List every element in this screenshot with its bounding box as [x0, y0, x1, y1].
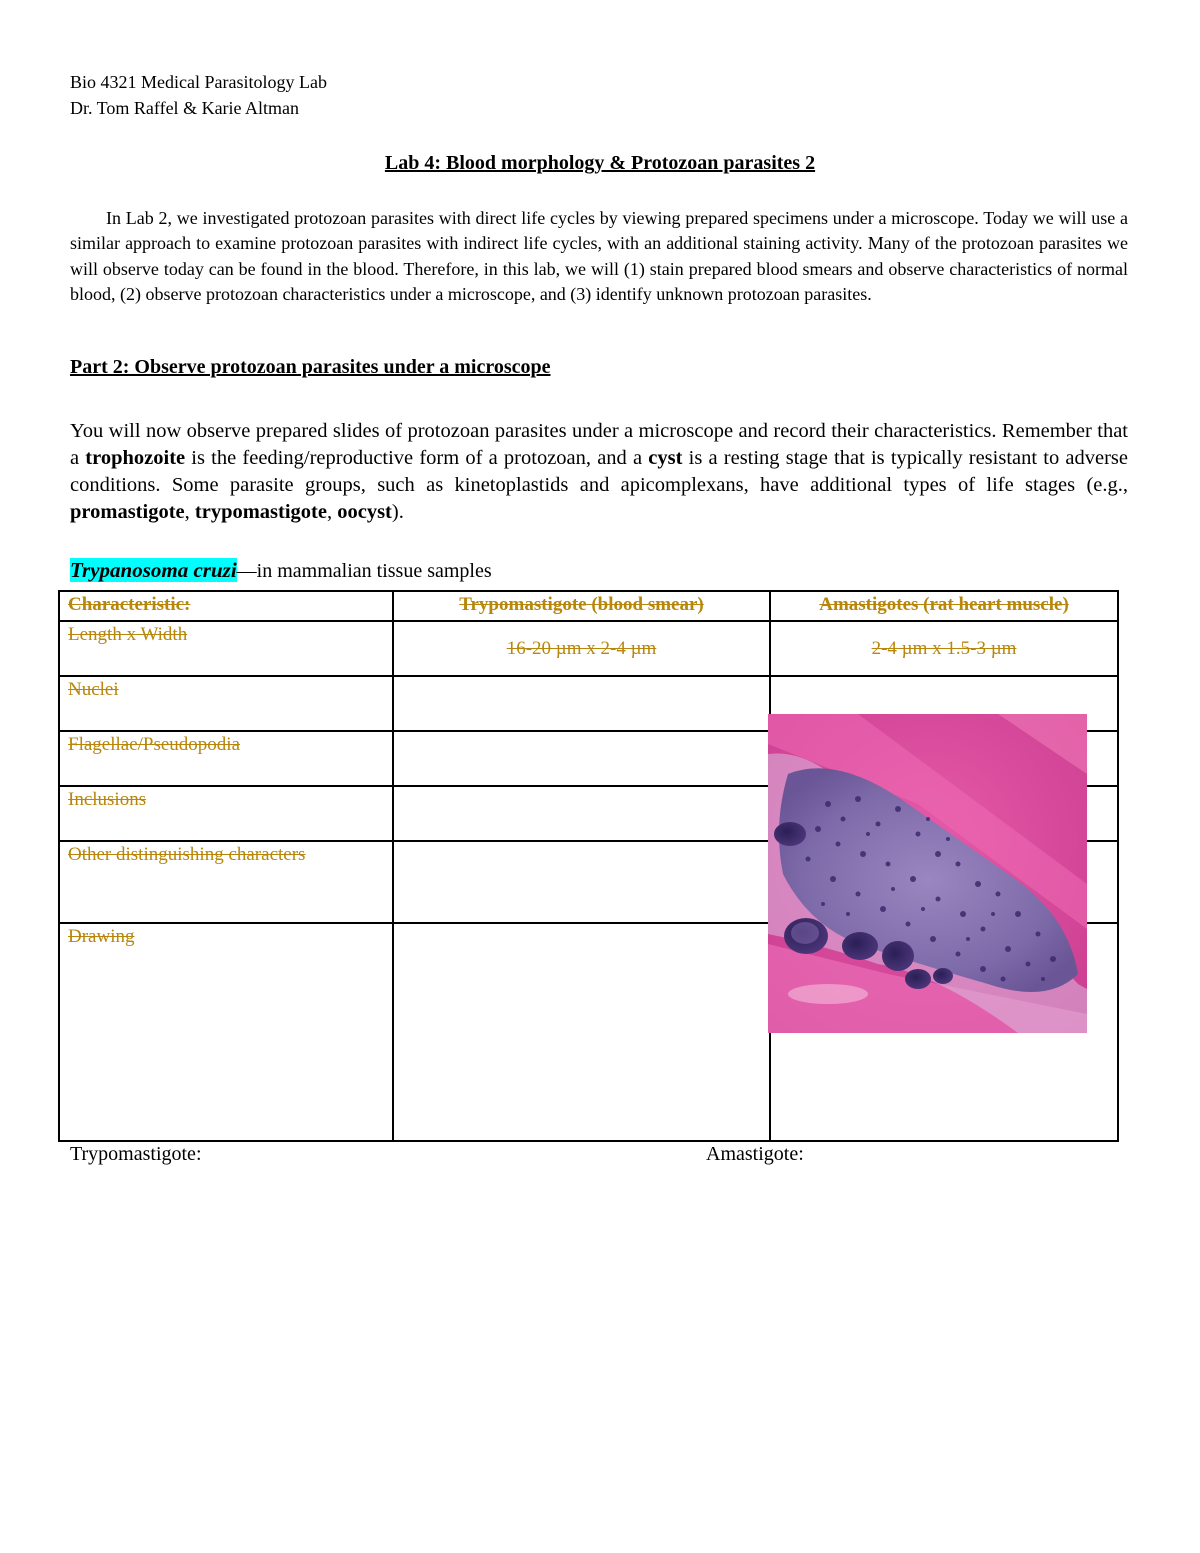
intro-paragraph — [70, 206, 1128, 308]
tryp-inclusions-cell[interactable] — [393, 786, 770, 841]
row-label-drawing: Drawing — [59, 923, 393, 1141]
term-oocyst: oocyst — [337, 501, 392, 523]
intro-text: In Lab 2, we investigated protozoan parasites with direct life cycles by viewing prepared specimens under a microscope. Today we will use a similar approach to examine protozoan parasites with indirect life cycles, with an additional staining activity. Many of the protozoan parasites we will observe today can be found in the blood. Therefore, in this lab, we will (1) stain prepared blood smears and observe characteristics of normal blood, (2) observe protozoan characteristics under a microscope, and (3) identify unknown protozoan parasites. — [70, 208, 1128, 305]
tryp-other-cell[interactable] — [393, 841, 770, 923]
term-promastigote: promastigote — [70, 501, 185, 523]
header-characteristic: Characteristic: — [59, 591, 393, 621]
row-label-nuclei: Nuclei — [59, 676, 393, 731]
header-trypomastigote: Trypomastigote (blood smear) — [393, 591, 770, 621]
part2-text-2: is the feeding/reproductive form of a protozoan, and a — [185, 447, 649, 469]
table-header-row — [59, 591, 1118, 621]
instructors: Dr. Tom Raffel & Karie Altman — [70, 98, 300, 118]
term-cyst: cyst — [648, 447, 683, 469]
course-title: Bio 4321 Medical Parasitology Lab — [70, 72, 327, 92]
species-name: Trypanosoma cruzi — [70, 558, 237, 582]
lab-title: Lab 4: Blood morphology & Protozoan parasites 2 — [384, 152, 816, 174]
row-label-inclusions: Inclusions — [59, 786, 393, 841]
amastigote-label: Amastigote: — [706, 1143, 804, 1165]
tryp-length-width: 16-20 µm x 2-4 µm — [393, 621, 770, 676]
term-trypomastigote: trypomastigote — [194, 501, 327, 523]
tryp-nuclei-cell[interactable] — [393, 676, 770, 731]
tryp-flagellae-cell[interactable] — [393, 731, 770, 786]
separator: , — [184, 501, 195, 523]
row-label-length-width: Length x Width — [59, 621, 393, 676]
header-amastigotes: Amastigotes (rat heart muscle) — [770, 591, 1118, 621]
table-row — [59, 621, 1118, 676]
row-label-flagellae: Flagellae/Pseudopodia — [59, 731, 393, 786]
row-label-other: Other distinguishing characters — [59, 841, 393, 923]
part2-text-3: is a resting stage that is typically resistant to adverse conditions. Some parasite groups, such as kinetoplastids and apicomplexans, have additional types of life stages (e.g., — [70, 447, 1128, 496]
part2-paragraph — [70, 418, 1128, 526]
term-trophozoite: trophozoite — [85, 447, 186, 469]
species-context: —in mammalian tissue samples — [236, 560, 492, 582]
tryp-drawing-cell[interactable] — [393, 923, 770, 1141]
species-heading — [70, 558, 492, 583]
part2-text-4: ). — [391, 501, 404, 523]
part2-heading: Part 2: Observe protozoan parasites under a microscope — [70, 356, 551, 378]
heart-tissue-micrograph — [768, 714, 1087, 1033]
trypomastigote-label: Trypomastigote: — [70, 1143, 202, 1165]
micrograph-image — [768, 714, 1087, 1033]
part2-text-1: You will now observe prepared slides of protozoan parasites under a microscope and record their characteristics. Remember that a — [70, 420, 1128, 469]
separator: , — [326, 501, 338, 523]
amas-length-width: 2-4 µm x 1.5-3 µm — [770, 621, 1118, 676]
